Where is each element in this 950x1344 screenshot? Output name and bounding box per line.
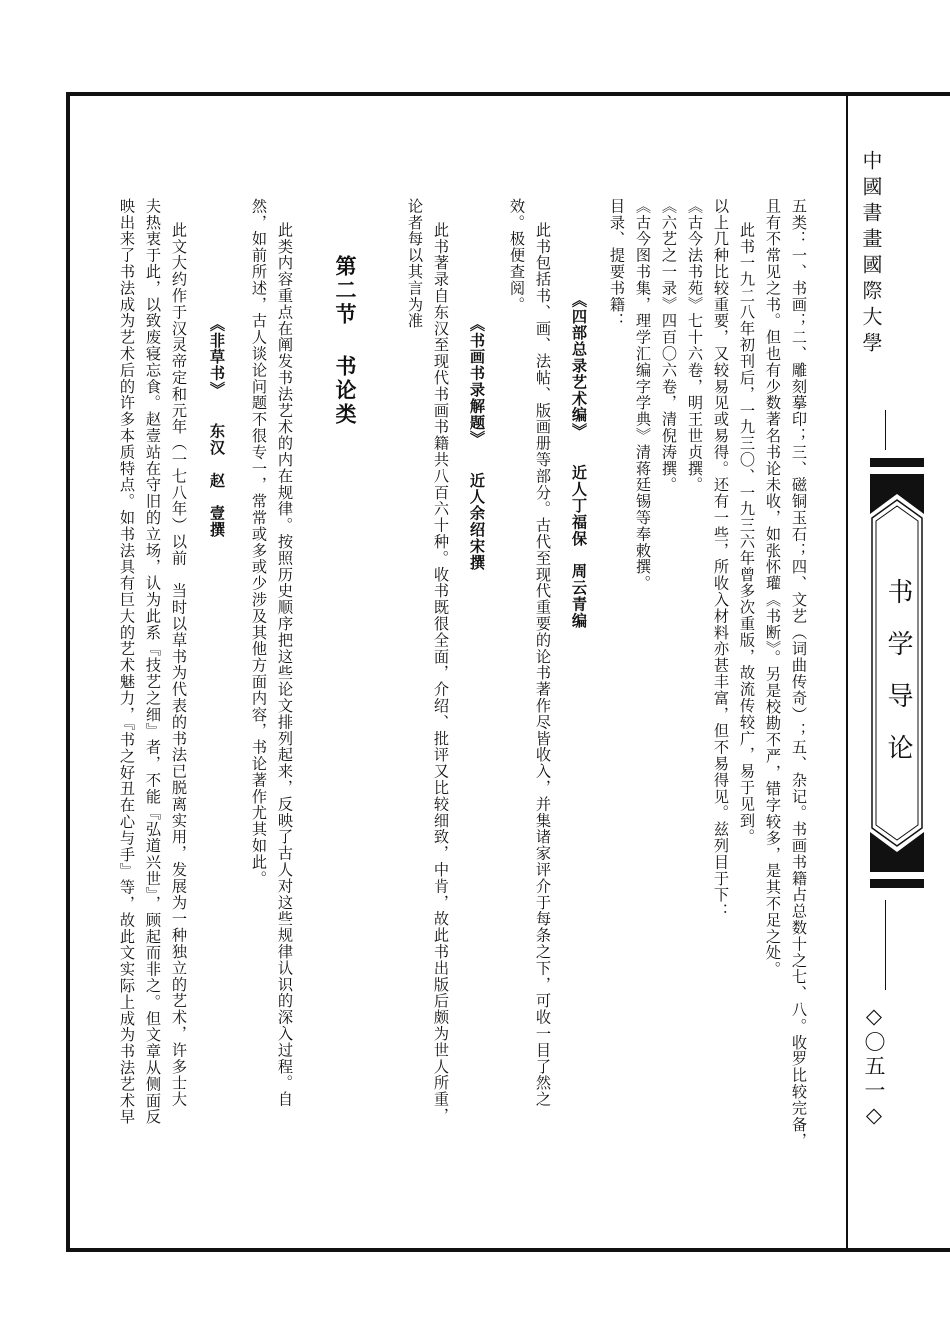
section-heading — [330, 255, 360, 427]
text-column-20: 映出来了书法成为艺术后的许多本质特点。如书法具有巨大的艺术魅力，『书之好丑在心与手』等，故此文实际上成为书法艺术早 — [118, 198, 136, 1126]
reference-title-sibu: 《四部总录艺术编》 近人丁福保 周云青编 — [570, 292, 588, 629]
page-number: ◇〇五一◇ — [862, 1004, 886, 1130]
text-column-16: 然，如前所述，古人谈论问题不很专一，常常或多或少涉及其他方面内容，书论著作尤其如此。 — [250, 198, 268, 887]
book-title: 书学导论 — [883, 578, 913, 786]
text-column-18: 此文大约作于汉灵帝定和元年（一七八年）以前 当时以草书为代表的书法已脱离实用，发展为一种独立的艺术，许多士大 — [170, 222, 188, 1108]
text-column-13: 此书著录自东汉至现代书画书籍共八百六十种。收书既很全面，介绍、批评又比较细致，中肯，故此书出版后颇为世人所重， — [432, 222, 450, 1124]
university-name: 中國書畫國際大學 — [859, 150, 883, 358]
section-heading-title: 书论类 — [333, 355, 358, 427]
sidebar-divider-line-top — [885, 410, 886, 450]
reference-title-feicaoshu: 《非草书》 东汉 赵 壹撰 — [208, 316, 226, 538]
text-column-7: 《古今图书集，理学汇编字学典》清蒋廷锡等奉敕撰。 — [634, 198, 652, 592]
section-heading-number: 第二节 — [333, 255, 358, 327]
text-column-19: 夫热衷于此，以致废寝忘食。赵壹站在守旧的立场，认为此系『技艺之细』者，不能『弘道兴世』，顾起而非之。但文章从侧面反 — [144, 198, 162, 1126]
text-column-11: 效。极便查阅。 — [508, 198, 526, 313]
text-column-3: 此书一九二八年初刊后，一九三〇、一九三六年曾多次重版，故流传较广，易于见到。 — [738, 222, 756, 846]
text-column-6: 《六艺之一录》四百〇六卷，清倪涛撰。 — [660, 198, 678, 494]
text-column-2: 且有不常见之书。但也有少数著名书论未收，如张怀瓘《书断》。另是校勘不严，错字较多，是其不足之处。 — [764, 198, 782, 978]
sidebar-divider — [846, 94, 848, 1250]
text-column-14: 论者每以其言为准 — [406, 198, 424, 330]
text-column-8: 目录、提要书籍： — [608, 198, 626, 330]
reference-title-shuhua: 《书画书录解题》 近人余绍宋撰 — [468, 316, 486, 571]
text-column-1: 五类：一、书画；二、雕刻摹印；三、磁铜玉石；四、文艺（词曲传奇）；五、杂记。书画书籍占总数十之七、八。收罗比较完备， — [790, 198, 808, 1150]
text-column-4: 以上几种比较重要，又较易见或易得。还有一些，所收入材料亦甚丰富，但不易得见。兹列目于下： — [712, 198, 730, 920]
text-column-5: 《古今法书苑》七十六卷，明王世贞撰。 — [686, 198, 704, 494]
sidebar-divider-line-bottom — [885, 900, 886, 990]
text-column-15: 此类内容重点在阐发书法艺术的内在规律。按照历史顺序把这些论文排列起来，反映了古人对这些规律认识的深入过程。自 — [276, 222, 294, 1108]
text-column-10: 此书包括书、画、法帖、版画册等部分。古代至现代重要的论书著作尽皆收入，并集诸家评介于每条之下，可收一目了然之 — [534, 222, 552, 1108]
